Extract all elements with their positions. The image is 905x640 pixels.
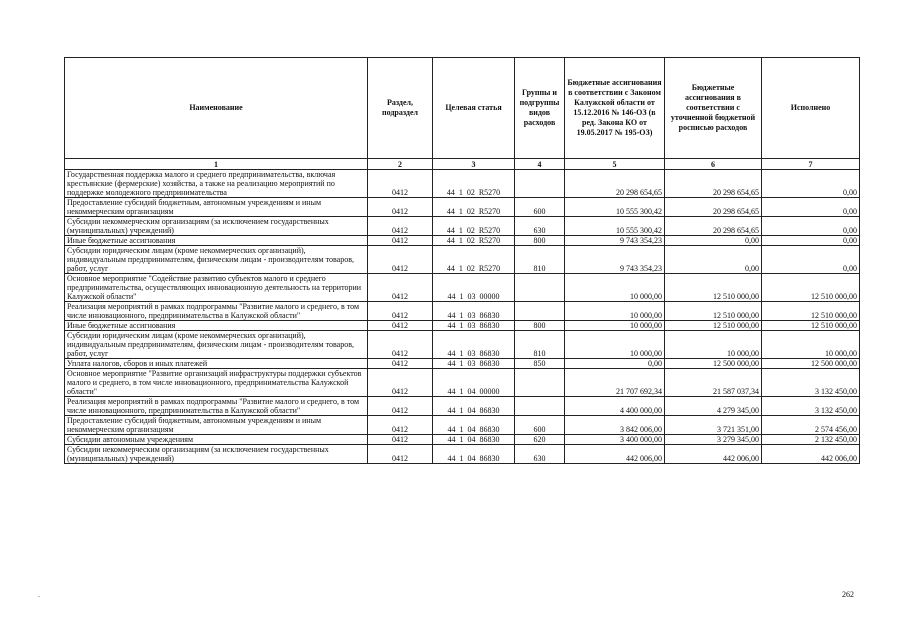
row-refined-amount: 20 298 654,65 xyxy=(665,170,762,198)
row-refined-amount: 0,00 xyxy=(665,246,762,274)
header-law: Бюджетные ассигнования в соответствии с Законом Калужской области от 15.12.2016 № 146-ОЗ (в ред. Закона КО от 19.05.2017 № 195-ОЗ) xyxy=(565,58,665,159)
row-section: 0412 xyxy=(368,359,433,369)
row-name: Субсидии некоммерческим организациям (за исключением государственных (муниципальных) учреждений) xyxy=(65,217,368,236)
row-done-amount: 3 132 450,00 xyxy=(762,397,860,416)
row-target: 44 1 04 86830 xyxy=(433,435,515,445)
row-refined-amount: 4 279 345,00 xyxy=(665,397,762,416)
row-law-amount: 3 400 000,00 xyxy=(565,435,665,445)
header-section: Раздел, подраздел xyxy=(368,58,433,159)
row-section: 0412 xyxy=(368,217,433,236)
row-section: 0412 xyxy=(368,198,433,217)
row-target: 44 1 04 86830 xyxy=(433,397,515,416)
row-group: 600 xyxy=(515,198,565,217)
row-section: 0412 xyxy=(368,331,433,359)
row-section: 0412 xyxy=(368,236,433,246)
row-section: 0412 xyxy=(368,302,433,321)
col-number: 5 xyxy=(565,159,665,170)
row-refined-amount: 20 298 654,65 xyxy=(665,198,762,217)
row-done-amount: 12 510 000,00 xyxy=(762,274,860,302)
row-name: Субсидии некоммерческим организациям (за исключением государственных (муниципальных) учреждений) xyxy=(65,445,368,464)
row-done-amount: 0,00 xyxy=(762,198,860,217)
col-number: 7 xyxy=(762,159,860,170)
row-refined-amount: 21 587 037,34 xyxy=(665,369,762,397)
table-row xyxy=(65,397,860,416)
row-name: Основное мероприятие "Развитие организаций инфраструктуры поддержки субъектов малого и среднего, в том числе инновационного, предпринимательства Калужской области" xyxy=(65,369,368,397)
row-name: Субсидии автономным учреждениям xyxy=(65,435,368,445)
row-done-amount: 2 132 450,00 xyxy=(762,435,860,445)
row-target: 44 1 02 R5270 xyxy=(433,217,515,236)
table-row xyxy=(65,274,860,302)
row-law-amount: 10 000,00 xyxy=(565,274,665,302)
row-refined-amount: 10 000,00 xyxy=(665,331,762,359)
row-group xyxy=(515,274,565,302)
table-row xyxy=(65,416,860,435)
row-law-amount: 10 555 300,42 xyxy=(565,198,665,217)
row-name: Субсидии юридическим лицам (кроме некоммерческих организаций), индивидуальным предпринимателям, физическим лицам - производителям товаров, работ, услуг xyxy=(65,246,368,274)
row-law-amount: 10 000,00 xyxy=(565,321,665,331)
row-target: 44 1 03 86830 xyxy=(433,359,515,369)
table-row xyxy=(65,198,860,217)
row-done-amount: 10 000,00 xyxy=(762,331,860,359)
row-law-amount: 4 400 000,00 xyxy=(565,397,665,416)
row-refined-amount: 3 279 345,00 xyxy=(665,435,762,445)
row-section: 0412 xyxy=(368,170,433,198)
table-row xyxy=(65,331,860,359)
header-target: Целевая статья xyxy=(433,58,515,159)
row-group xyxy=(515,302,565,321)
table-row xyxy=(65,246,860,274)
row-target: 44 1 02 R5270 xyxy=(433,236,515,246)
table-row xyxy=(65,170,860,198)
row-section: 0412 xyxy=(368,435,433,445)
row-group: 850 xyxy=(515,359,565,369)
row-law-amount: 9 743 354,23 xyxy=(565,246,665,274)
row-group: 810 xyxy=(515,246,565,274)
col-number: 2 xyxy=(368,159,433,170)
row-target: 44 1 03 86830 xyxy=(433,331,515,359)
row-section: 0412 xyxy=(368,274,433,302)
row-group: 630 xyxy=(515,445,565,464)
table-row xyxy=(65,445,860,464)
row-group: 800 xyxy=(515,321,565,331)
row-name: Предоставление субсидий бюджетным, автономным учреждениям и иным некоммерческим организациям xyxy=(65,198,368,217)
row-section: 0412 xyxy=(368,321,433,331)
row-name: Основное мероприятие "Содействие развитию субъектов малого и среднего предпринимательства, осуществляющих инновационную деятельность на территории Калужской области" xyxy=(65,274,368,302)
row-law-amount: 21 707 692,34 xyxy=(565,369,665,397)
row-group: 620 xyxy=(515,435,565,445)
row-done-amount: 0,00 xyxy=(762,217,860,236)
row-law-amount: 3 842 006,00 xyxy=(565,416,665,435)
row-refined-amount: 20 298 654,65 xyxy=(665,217,762,236)
row-group xyxy=(515,397,565,416)
row-name: Предоставление субсидий бюджетным, автономным учреждениям и иным некоммерческим организациям xyxy=(65,416,368,435)
row-target: 44 1 04 00000 xyxy=(433,369,515,397)
row-section: 0412 xyxy=(368,246,433,274)
row-group: 630 xyxy=(515,217,565,236)
row-refined-amount: 12 500 000,00 xyxy=(665,359,762,369)
budget-table xyxy=(64,57,860,464)
row-name: Иные бюджетные ассигнования xyxy=(65,321,368,331)
row-refined-amount: 12 510 000,00 xyxy=(665,321,762,331)
row-name: Субсидии юридическим лицам (кроме некоммерческих организаций), индивидуальным предпринимателям, физическим лицам - производителям товаров, работ, услуг xyxy=(65,331,368,359)
column-number-row xyxy=(65,159,860,170)
table-row xyxy=(65,217,860,236)
row-done-amount: 12 500 000,00 xyxy=(762,359,860,369)
row-done-amount: 12 510 000,00 xyxy=(762,302,860,321)
row-done-amount: 12 510 000,00 xyxy=(762,321,860,331)
row-done-amount: 0,00 xyxy=(762,246,860,274)
row-target: 44 1 04 86830 xyxy=(433,445,515,464)
table-row xyxy=(65,369,860,397)
row-law-amount: 0,00 xyxy=(565,359,665,369)
header-done: Исполнено xyxy=(762,58,860,159)
row-done-amount: 3 132 450,00 xyxy=(762,369,860,397)
row-done-amount: 442 006,00 xyxy=(762,445,860,464)
row-target: 44 1 02 R5270 xyxy=(433,198,515,217)
row-refined-amount: 3 721 351,00 xyxy=(665,416,762,435)
col-number: 6 xyxy=(665,159,762,170)
row-name: Государственная поддержка малого и среднего предпринимательства, включая крестьянские (фермерские) хозяйства, а также на реализацию мероприятий по поддержке молодежного предпринимательства xyxy=(65,170,368,198)
row-name: Уплата налогов, сборов и иных платежей xyxy=(65,359,368,369)
row-group xyxy=(515,170,565,198)
row-done-amount: 0,00 xyxy=(762,170,860,198)
row-section: 0412 xyxy=(368,369,433,397)
row-name: Реализация мероприятий в рамках подпрограммы "Развитие малого и среднего, в том числе инновационного, предпринимательства в Калужской области" xyxy=(65,302,368,321)
table-row xyxy=(65,236,860,246)
row-done-amount: 0,00 xyxy=(762,236,860,246)
header-groups: Группы и подгруппы видов расходов xyxy=(515,58,565,159)
row-law-amount: 20 298 654,65 xyxy=(565,170,665,198)
table-row xyxy=(65,435,860,445)
row-done-amount: 2 574 456,00 xyxy=(762,416,860,435)
row-refined-amount: 442 006,00 xyxy=(665,445,762,464)
row-name: Реализация мероприятий в рамках подпрограммы "Развитие малого и среднего, в том числе инновационного, предпринимательства в Калужской области" xyxy=(65,397,368,416)
row-refined-amount: 12 510 000,00 xyxy=(665,302,762,321)
row-target: 44 1 02 R5270 xyxy=(433,246,515,274)
stray-mark: . xyxy=(38,590,40,599)
row-target: 44 1 03 00000 xyxy=(433,274,515,302)
row-refined-amount: 12 510 000,00 xyxy=(665,274,762,302)
table-row xyxy=(65,359,860,369)
table-row xyxy=(65,302,860,321)
row-group: 600 xyxy=(515,416,565,435)
row-target: 44 1 02 R5270 xyxy=(433,170,515,198)
header-row xyxy=(65,58,860,159)
row-section: 0412 xyxy=(368,445,433,464)
row-law-amount: 442 006,00 xyxy=(565,445,665,464)
header-refined: Бюджетные ассигнования в соответствии с уточненной бюджетной росписью расходов xyxy=(665,58,762,159)
row-group: 800 xyxy=(515,236,565,246)
row-target: 44 1 03 86830 xyxy=(433,302,515,321)
row-section: 0412 xyxy=(368,416,433,435)
row-target: 44 1 03 86830 xyxy=(433,321,515,331)
page-number: 262 xyxy=(842,590,854,599)
col-number: 1 xyxy=(65,159,368,170)
budget-table-sheet xyxy=(64,57,859,464)
row-law-amount: 10 000,00 xyxy=(565,302,665,321)
row-group: 810 xyxy=(515,331,565,359)
header-name: Наименование xyxy=(65,58,368,159)
row-group xyxy=(515,369,565,397)
table-row xyxy=(65,321,860,331)
row-refined-amount: 0,00 xyxy=(665,236,762,246)
col-number: 4 xyxy=(515,159,565,170)
row-law-amount: 10 555 300,42 xyxy=(565,217,665,236)
row-target: 44 1 04 86830 xyxy=(433,416,515,435)
row-section: 0412 xyxy=(368,397,433,416)
col-number: 3 xyxy=(433,159,515,170)
row-law-amount: 9 743 354,23 xyxy=(565,236,665,246)
row-name: Иные бюджетные ассигнования xyxy=(65,236,368,246)
row-law-amount: 10 000,00 xyxy=(565,331,665,359)
